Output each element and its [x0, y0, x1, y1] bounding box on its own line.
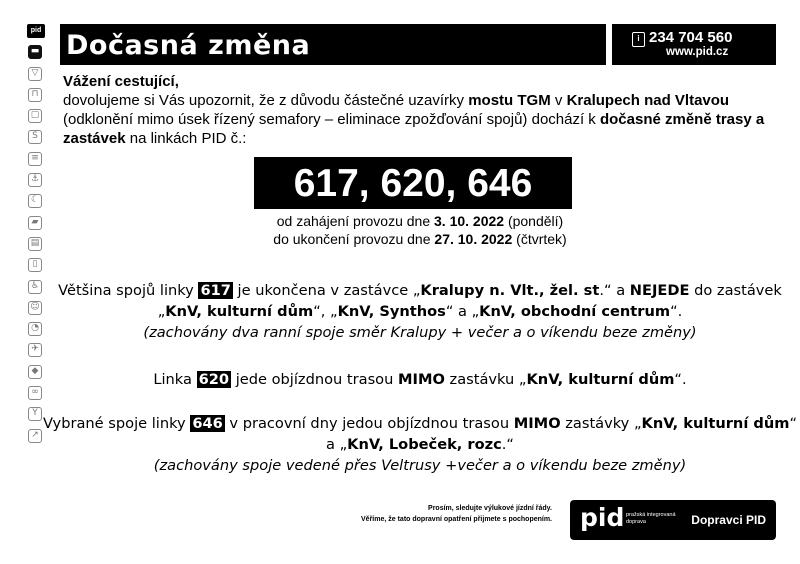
p617-terminus: Kralupy n. Vlt., žel. st	[420, 282, 600, 299]
p617-text-1: Většina spojů linky	[58, 282, 199, 299]
taxi-icon: ▰	[28, 216, 42, 230]
p617-text-7: “.	[670, 303, 683, 320]
p617-text-4: do zastávek „	[157, 282, 782, 320]
pid-logo: pid	[580, 503, 625, 532]
p620-mimo: MIMO	[398, 371, 445, 388]
train-icon: ▢	[28, 109, 42, 123]
p620-stop: KnV, kulturní dům	[526, 371, 675, 388]
phone-number[interactable]: 234 704 560	[649, 29, 733, 46]
ticket-icon: ▤	[28, 237, 42, 251]
p620-text-2: jede objízdnou trasou	[231, 371, 398, 388]
deer-icon: Y	[28, 407, 42, 421]
ferry-icon: ⚓	[28, 173, 42, 187]
p646-text-2: v pracovní dny jedou objízdnou trasou	[224, 415, 514, 432]
plane-icon: ✈	[28, 343, 42, 357]
p617-text-3: .“ a	[599, 282, 630, 299]
greeting: Vážení cestující,	[63, 73, 179, 90]
affected-lines: 617, 620, 646	[254, 157, 572, 209]
p617-nejede: NEJEDE	[629, 282, 690, 299]
p617-text-6: “ a „	[445, 303, 480, 320]
date-to	[40, 230, 800, 248]
p617-text-2: je ukončena v zastávce „	[232, 282, 421, 299]
page-title: Dočasná změna	[66, 30, 311, 61]
metro-icon: ▽	[28, 67, 42, 81]
cable-car-icon: ≡	[28, 152, 42, 166]
intro-text-2: v	[550, 92, 567, 109]
night-icon: ☾	[28, 194, 42, 208]
intro-bridge: mostu TGM	[468, 92, 551, 109]
line-badge-646: 646	[192, 415, 223, 432]
p620-text-4: “.	[674, 371, 687, 388]
p646-text-1: Vybrané spoje linky	[42, 415, 191, 432]
footer-line-2: Věříme, že tato dopravní opatření přijmete s pochopením.	[361, 516, 552, 523]
intro-text-3: (odklonění mimo úsek řízený semafory – eliminace zpožďování spojů) dochází k	[63, 111, 600, 128]
stroller-icon: ◔	[28, 322, 42, 336]
contact-box	[612, 24, 776, 65]
suburban-bus-icon: S	[28, 130, 42, 144]
date-to-text: do ukončení provozu dne	[273, 231, 435, 247]
p646-text-3: zastávky „	[560, 415, 642, 432]
p646-mimo: MIMO	[513, 415, 561, 432]
p620-text-3: zastávku „	[444, 371, 527, 388]
footer-note	[361, 503, 552, 525]
date-from-text: od zahájení provozu dne	[276, 213, 434, 229]
date-from-value: 3. 10. 2022	[434, 213, 505, 229]
pid-footer-box	[570, 500, 776, 540]
line-badge-617: 617	[200, 282, 231, 299]
paragraph-620	[40, 369, 800, 390]
footer-line-1: Prosím, sledujte výlukové jízdní řády.	[428, 505, 552, 512]
p617-stop-2: KnV, Synthos	[337, 303, 446, 320]
p620-text-1: Linka	[153, 371, 197, 388]
phone-line	[632, 29, 732, 47]
date-to-value: 27. 10. 2022	[434, 231, 513, 247]
bike-icon: ∞	[28, 386, 42, 400]
wheelchair-icon: ♿	[28, 280, 42, 294]
p617-stop-1: KnV, kulturní dům	[165, 303, 314, 320]
p617-text-5: “, „	[313, 303, 338, 320]
p646-stop-2: KnV, Lobeček, rozc	[347, 436, 502, 453]
line-badge-620: 620	[198, 371, 230, 388]
family-icon: ☺	[28, 301, 42, 315]
pid-mini-logo: pid	[27, 24, 45, 38]
p617-stop-3: KnV, obchodní centrum	[479, 303, 671, 320]
p617-note: (zachovány dva ranní spoje směr Kralupy + večer a o víkendu beze změny)	[143, 324, 697, 341]
pid-logo-subtitle: pražská integrovaná doprava	[626, 512, 676, 525]
tram-icon: ⊓	[28, 88, 42, 102]
bus-icon: ▬	[28, 45, 42, 59]
validity-dates	[0, 212, 800, 248]
website-link[interactable]: www.pid.cz	[666, 46, 729, 58]
intro-text	[63, 72, 775, 148]
date-to-day: (čtvrtek)	[512, 231, 567, 247]
phone-icon: i	[632, 32, 645, 47]
dog-icon: ◆	[28, 365, 42, 379]
p646-text-5: .“	[501, 436, 514, 453]
p646-stop-1: KnV, kulturní dům	[641, 415, 790, 432]
operators-label: Dopravci PID	[691, 513, 766, 527]
hiking-icon: ↗	[28, 429, 42, 443]
p646-note: (zachovány spoje vedené přes Veltrusy +večer a o víkendu beze změny)	[153, 457, 687, 474]
paragraph-646	[40, 413, 800, 476]
date-from	[40, 212, 800, 230]
intro-town: Kralupech nad Vltavou	[566, 92, 730, 109]
intro-change: dočasné změně trasy a zastávek	[63, 111, 765, 147]
paragraph-617	[40, 280, 800, 343]
intro-text-1: dovolujeme si Vás upozornit, že z důvodu částečné uzavírky	[63, 92, 469, 109]
intro-text-4: na linkách PID č.:	[125, 130, 247, 147]
p646-text-4: “ a „	[325, 415, 798, 453]
phone-icon: ▯	[28, 258, 42, 272]
date-from-day: (pondělí)	[504, 213, 564, 229]
